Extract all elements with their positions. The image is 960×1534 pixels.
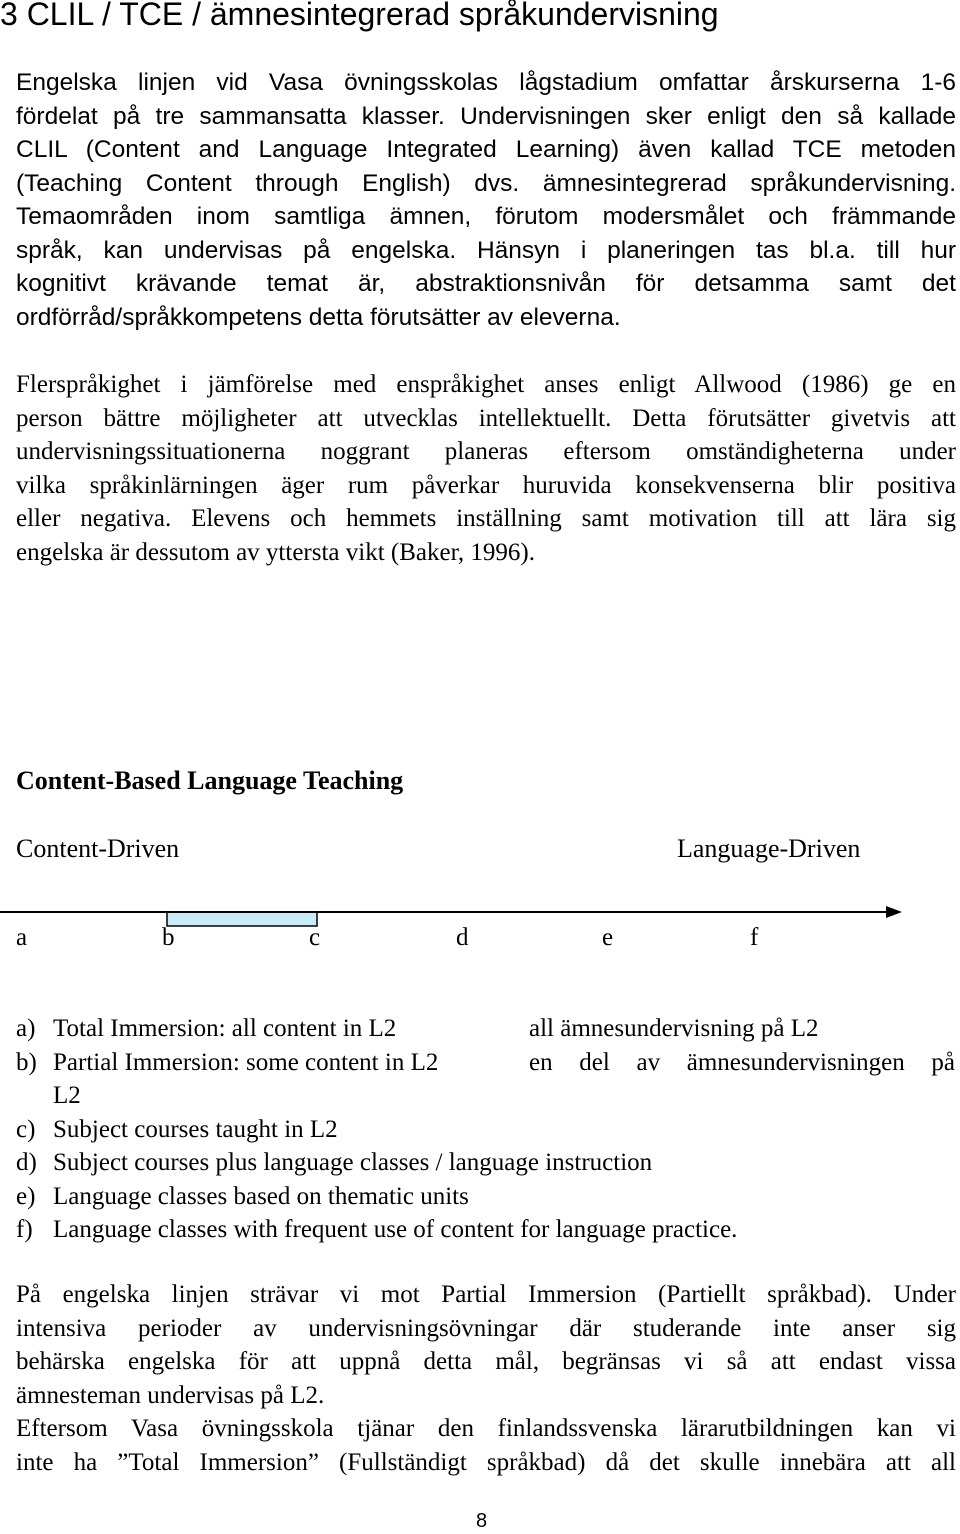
english-definition: Subject courses taught in L2	[53, 1115, 338, 1143]
definition-item	[16, 1113, 956, 1147]
item-marker: d)	[16, 1149, 37, 1176]
arrow-head-icon	[886, 906, 902, 918]
text-line: intensiva perioder av undervisningsövningar där studerande inte anser sig	[16, 1314, 956, 1342]
definition-item	[16, 1213, 956, 1247]
item-marker: b)	[16, 1048, 37, 1076]
section-heading: 3 CLIL / TCE / ämnesintegrerad språkundervisning	[0, 0, 719, 32]
tick-label-a: a	[16, 924, 28, 951]
item-marker: a)	[16, 1015, 36, 1042]
text-line: undervisningssituationerna noggrant planeras eftersom omständigheterna under	[16, 438, 956, 465]
text-line: språk, kan undervisas på engelska. Hänsyn i planeringen tas bl.a. till hur	[16, 236, 956, 264]
partial-immersion-highlight	[167, 912, 317, 926]
diagram-title: Content-Based Language Teaching	[16, 766, 404, 795]
tick-label-d: d	[456, 924, 469, 951]
definition-item-continuation	[16, 1079, 956, 1113]
tick-label-b: b	[162, 924, 175, 951]
text-line: person bättre möjligheter att utvecklas intellektuellt. Detta förutsätter givetvis att	[16, 404, 956, 432]
axis-left-label: Content-Driven	[16, 834, 180, 863]
item-marker: e)	[16, 1182, 36, 1210]
text-line: (Teaching Content through English) dvs. ämnesintegrerad språkundervisning.	[16, 169, 956, 197]
definition-list	[16, 1012, 956, 1247]
definition-item	[16, 1180, 956, 1214]
swedish-translation: all ämnesundervisning på L2	[529, 1015, 819, 1042]
text-line: kognitivt krävande temat är, abstraktionsnivån för detsamma samt det	[16, 270, 956, 297]
swedish-translation: en del av ämnesundervisningen på	[529, 1048, 955, 1076]
continuum-arrow	[0, 898, 910, 928]
text-line: Flerspråkighet i jämförelse med enspråkighet anses enligt Allwood (1986) ge en	[16, 371, 956, 398]
definition-item	[16, 1012, 956, 1046]
english-definition: Partial Immersion: some content in L2	[53, 1048, 439, 1076]
paragraph-partial-immersion	[16, 1278, 956, 1479]
text-line: engelska är dessutom av yttersta vikt (Baker, 1996).	[16, 538, 535, 566]
tick-label-c: c	[309, 924, 321, 951]
item-marker: c)	[16, 1115, 36, 1143]
text-line: inte ha ”Total Immersion” (Fullständigt språkbad) då det skulle innebära att all	[16, 1448, 956, 1476]
english-definition: Language classes with frequent use of content for language practice.	[53, 1216, 738, 1243]
text-line: Temaområden inom samtliga ämnen, förutom modersmålet och främmande	[16, 203, 956, 230]
tick-label-e: e	[602, 924, 614, 951]
item-marker: f)	[16, 1216, 33, 1243]
text-line: ordförråd/språkkompetens detta förutsätter av eleverna.	[16, 303, 621, 331]
english-definition: Total Immersion: all content in L2	[53, 1015, 397, 1042]
text-line: Eftersom Vasa övningsskola tjänar den finlandssvenska lärarutbildningen kan vi	[16, 1415, 956, 1442]
page-number: 8	[476, 1510, 488, 1532]
definition-item	[16, 1146, 956, 1180]
tick-label-f: f	[750, 924, 759, 951]
axis-right-label: Language-Driven	[677, 834, 861, 863]
text-line: ämnesteman undervisas på L2.	[16, 1381, 325, 1409]
text-line: På engelska linjen strävar vi mot Partial Immersion (Partiellt språkbad). Under	[16, 1281, 956, 1308]
paragraph-multilingualism	[16, 368, 956, 569]
text-line: CLIL (Content and Language Integrated Learning) även kallad TCE metoden	[16, 136, 956, 163]
text-line: fördelat på tre sammansatta klasser. Undervisningen sker enligt den så kallade	[16, 102, 956, 130]
english-definition: Language classes based on thematic units	[53, 1182, 469, 1210]
paragraph-clil-intro	[16, 66, 956, 334]
english-definition: Subject courses plus language classes / language instruction	[53, 1149, 653, 1176]
text-line: behärska engelska för att uppnå detta mål, begränsas vi så att endast vissa	[16, 1348, 956, 1375]
text-line: eller negativa. Elevens och hemmets inställning samt motivation till att lära sig	[16, 505, 956, 532]
text-line: Engelska linjen vid Vasa övningsskolas lågstadium omfattar årskurserna 1-6	[16, 69, 956, 96]
definition-item	[16, 1046, 956, 1080]
english-definition: L2	[53, 1082, 81, 1109]
text-line: vilka språkinlärningen äger rum påverkar huruvida konsekvenserna blir positiva	[16, 471, 956, 499]
